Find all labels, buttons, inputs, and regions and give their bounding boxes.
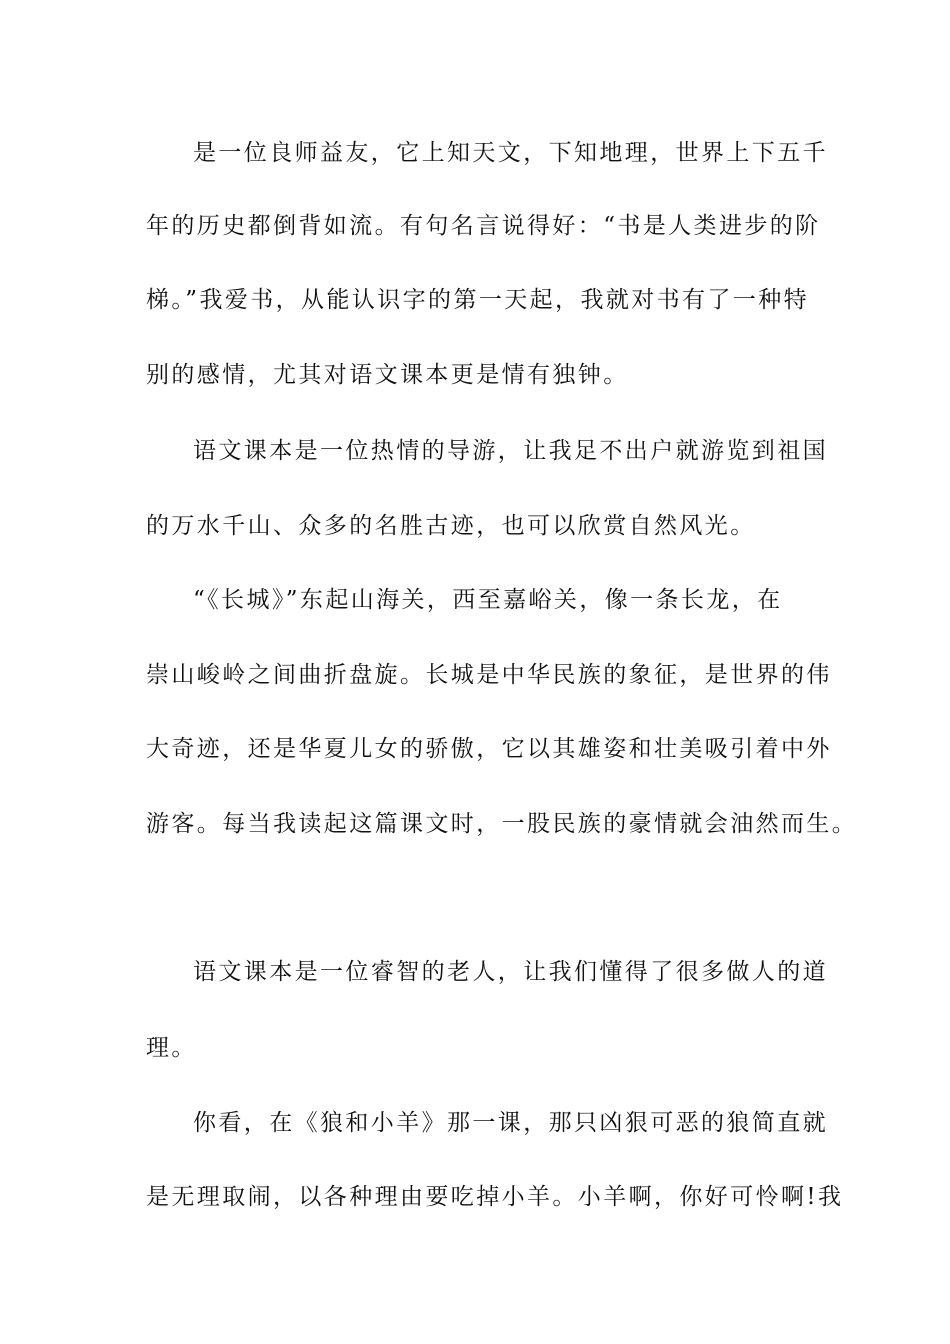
text-line-10: 游客。每当我读起这篇课文时，一股民族的豪情就会油然而生。 <box>146 811 858 837</box>
text-line-12: 理。 <box>146 1035 197 1061</box>
text-line-11: 语文课本是一位睿智的老人，让我们懂得了很多做人的道 <box>193 959 828 985</box>
text-line-1: 是一位良师益友，它上知天文，下知地理，世界上下五千 <box>193 140 828 166</box>
text-line-8: 崇山峻岭之间曲折盘旋。长城是中华民族的象征，是世界的伟 <box>146 662 832 688</box>
text-line-5: 语文课本是一位热情的导游，让我足不出户就游览到祖国 <box>193 438 828 464</box>
text-line-6: 的万水千山、众多的名胜古迹，也可以欣赏自然风光。 <box>146 513 756 539</box>
document-page <box>146 0 858 1344</box>
text-line-2: 年的历史都倒背如流。有句名言说得好：“书是人类进步的阶 <box>146 213 821 239</box>
text-line-9: 大奇迹，还是华夏儿女的骄傲，它以其雄姿和壮美吸引着中外 <box>146 736 832 762</box>
text-line-14: 是无理取闹，以各种理由要吃掉小羊。小羊啊，你好可怜啊!我 <box>146 1184 844 1210</box>
text-line-4: 别的感情，尤其对语文课本更是情有独钟。 <box>146 362 629 388</box>
text-line-7: “《长城》”东起山海关，西至嘉峪关，像一条长龙，在 <box>193 587 783 613</box>
text-line-3: 梯。”我爱书，从能认识字的第一天起，我就对书有了一种特 <box>146 287 810 313</box>
text-line-13: 你看，在《狼和小羊》那一课，那只凶狠可恶的狼简直就 <box>193 1110 828 1136</box>
